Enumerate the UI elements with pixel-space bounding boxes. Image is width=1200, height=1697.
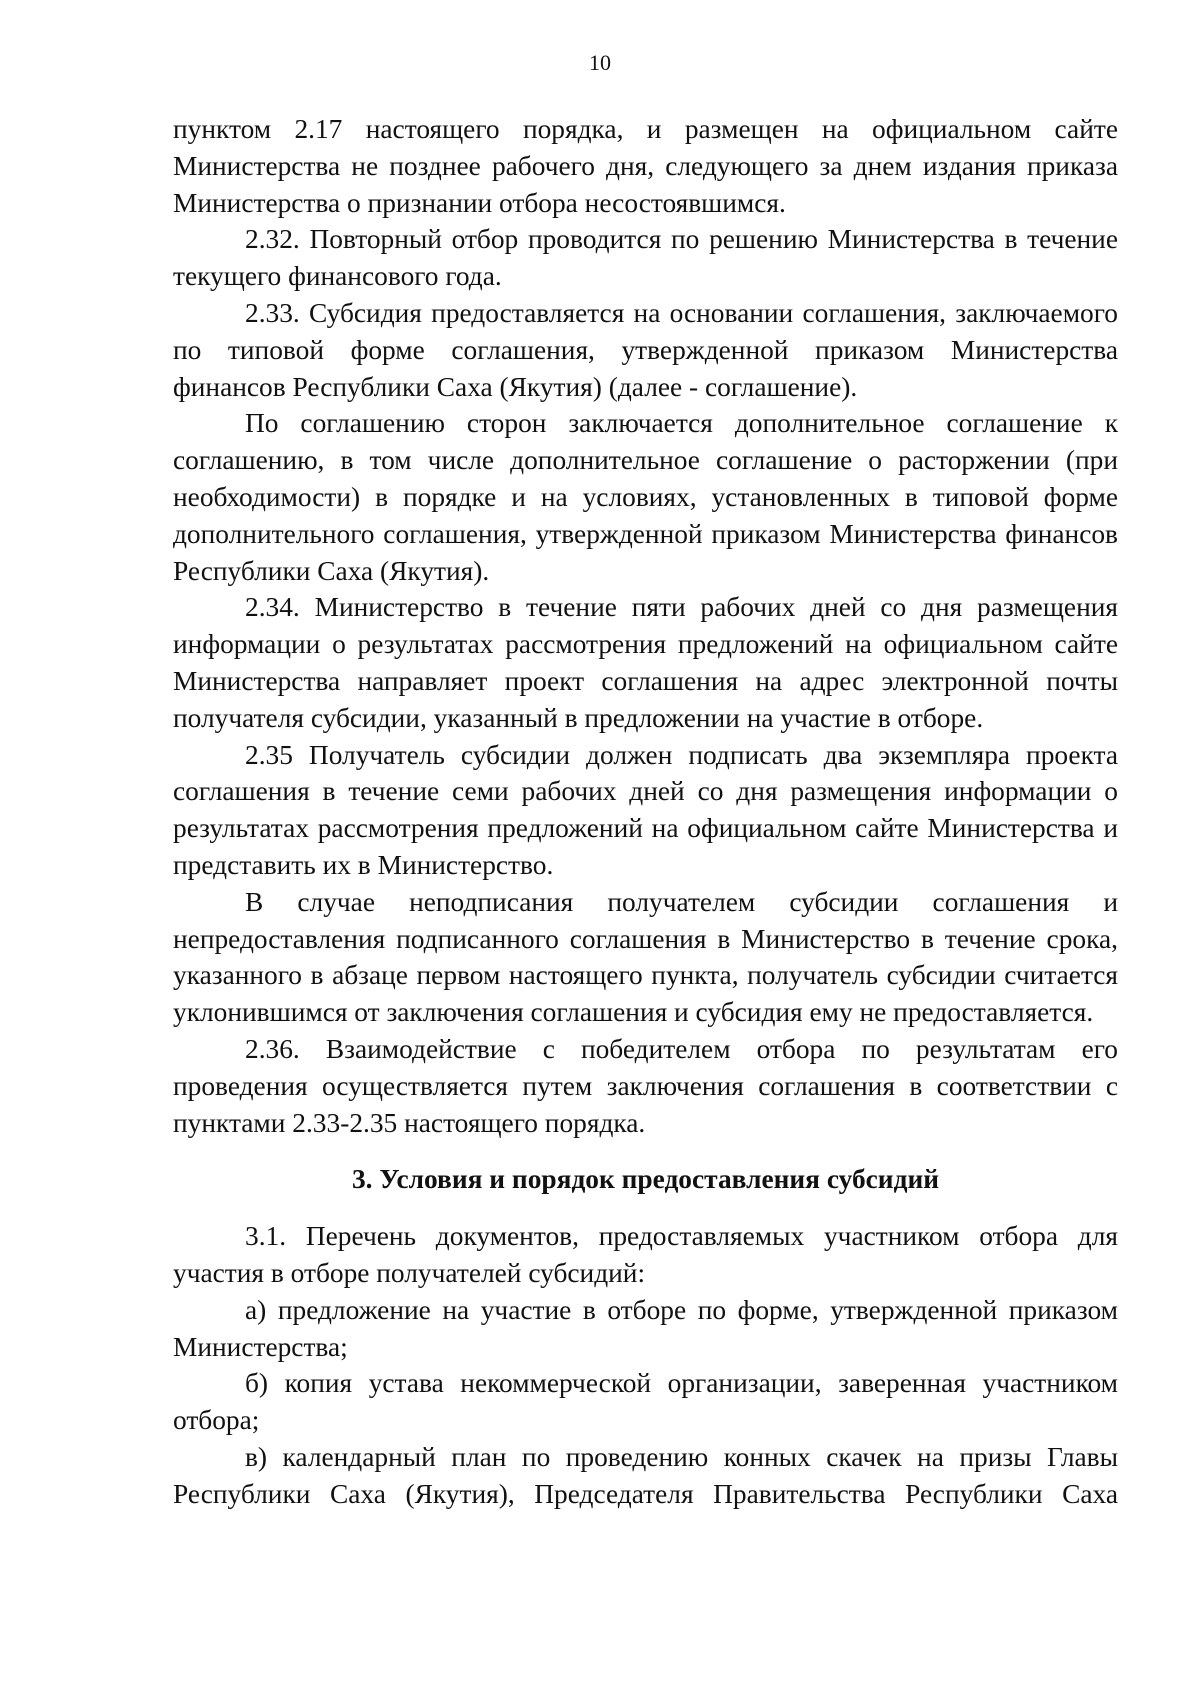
paragraph-2-34: 2.34. Министерство в течение пяти рабочих дней со дня размещения информации о результатах рассмотрения предложений на официальном сайте Министерства направляет проект соглашения на адрес электронной почты получателя субсидии, указанный в предложении на участие в отборе. xyxy=(173,592,1118,733)
list-item-b: б) копия устава некоммерческой организации, заверенная участником отбора; xyxy=(173,1368,1118,1436)
paragraph-continuation: пунктом 2.17 настоящего порядка, и размещен на официальном сайте Министерства не позднее рабочего дня, следующего за днем издания приказа Министерства о признании отбора несостоявшимся. xyxy=(173,114,1118,218)
list-item-a: а) предложение на участие в отборе по форме, утвержденной приказом Министерства; xyxy=(173,1294,1118,1362)
paragraph-2-32: 2.32. Повторный отбор проводится по решению Министерства в течение текущего финансового года. xyxy=(173,224,1118,292)
paragraph-2-33: 2.33. Субсидия предоставляется на основании соглашения, заключаемого по типовой форме соглашения, утвержденной приказом Министерства финансов Республики Саха (Якутия) (далее - соглашение). xyxy=(173,297,1118,402)
section-heading: 3. Условия и порядок предоставления субсидий xyxy=(351,1164,940,1195)
paragraph-2-36: 2.36. Взаимодействие с победителем отбора по результатам его проведения осуществляется путем заключения соглашения в соответствии с пунктами 2.33-2.35 настоящего порядка. xyxy=(173,1033,1118,1138)
paragraph-non-signing: В случае неподписания получателем субсидии соглашения и непредоставления подписанного соглашения в Министерство в течение срока, указанного в абзаце первом настоящего пункта, получатель субсидии считается уклонившимся от заключения соглашения и субсидия ему не предоставляется. xyxy=(173,886,1118,1028)
paragraph-3-1: 3.1. Перечень документов, предоставляемых участником отбора для участия в отборе получателей субсидий: xyxy=(173,1221,1118,1288)
paragraph-2-35: 2.35 Получатель субсидии должен подписать два экземпляра проекта соглашения в течение семи рабочих дней со дня размещения информации о результатах рассмотрения предложений на официальном сайте Министерства и представить их в Министерство. xyxy=(173,739,1118,880)
paragraph-additional-agreement: По соглашению сторон заключается дополнительное соглашение к соглашению, в том числе дополнительное соглашение о расторжении (при необходимости) в порядке и на условиях, установленных в типовой форме дополнительного соглашения, утвержденной приказом Министерства финансов Республики Саха (Якутия). xyxy=(173,408,1118,586)
page-number: 10 xyxy=(589,50,611,75)
list-item-v: в) календарный план по проведению конных скачек на призы Главы Республики Саха (Якутия), Председателя Правительства Республики Саха xyxy=(173,1441,1118,1509)
document-body xyxy=(173,111,1118,1512)
